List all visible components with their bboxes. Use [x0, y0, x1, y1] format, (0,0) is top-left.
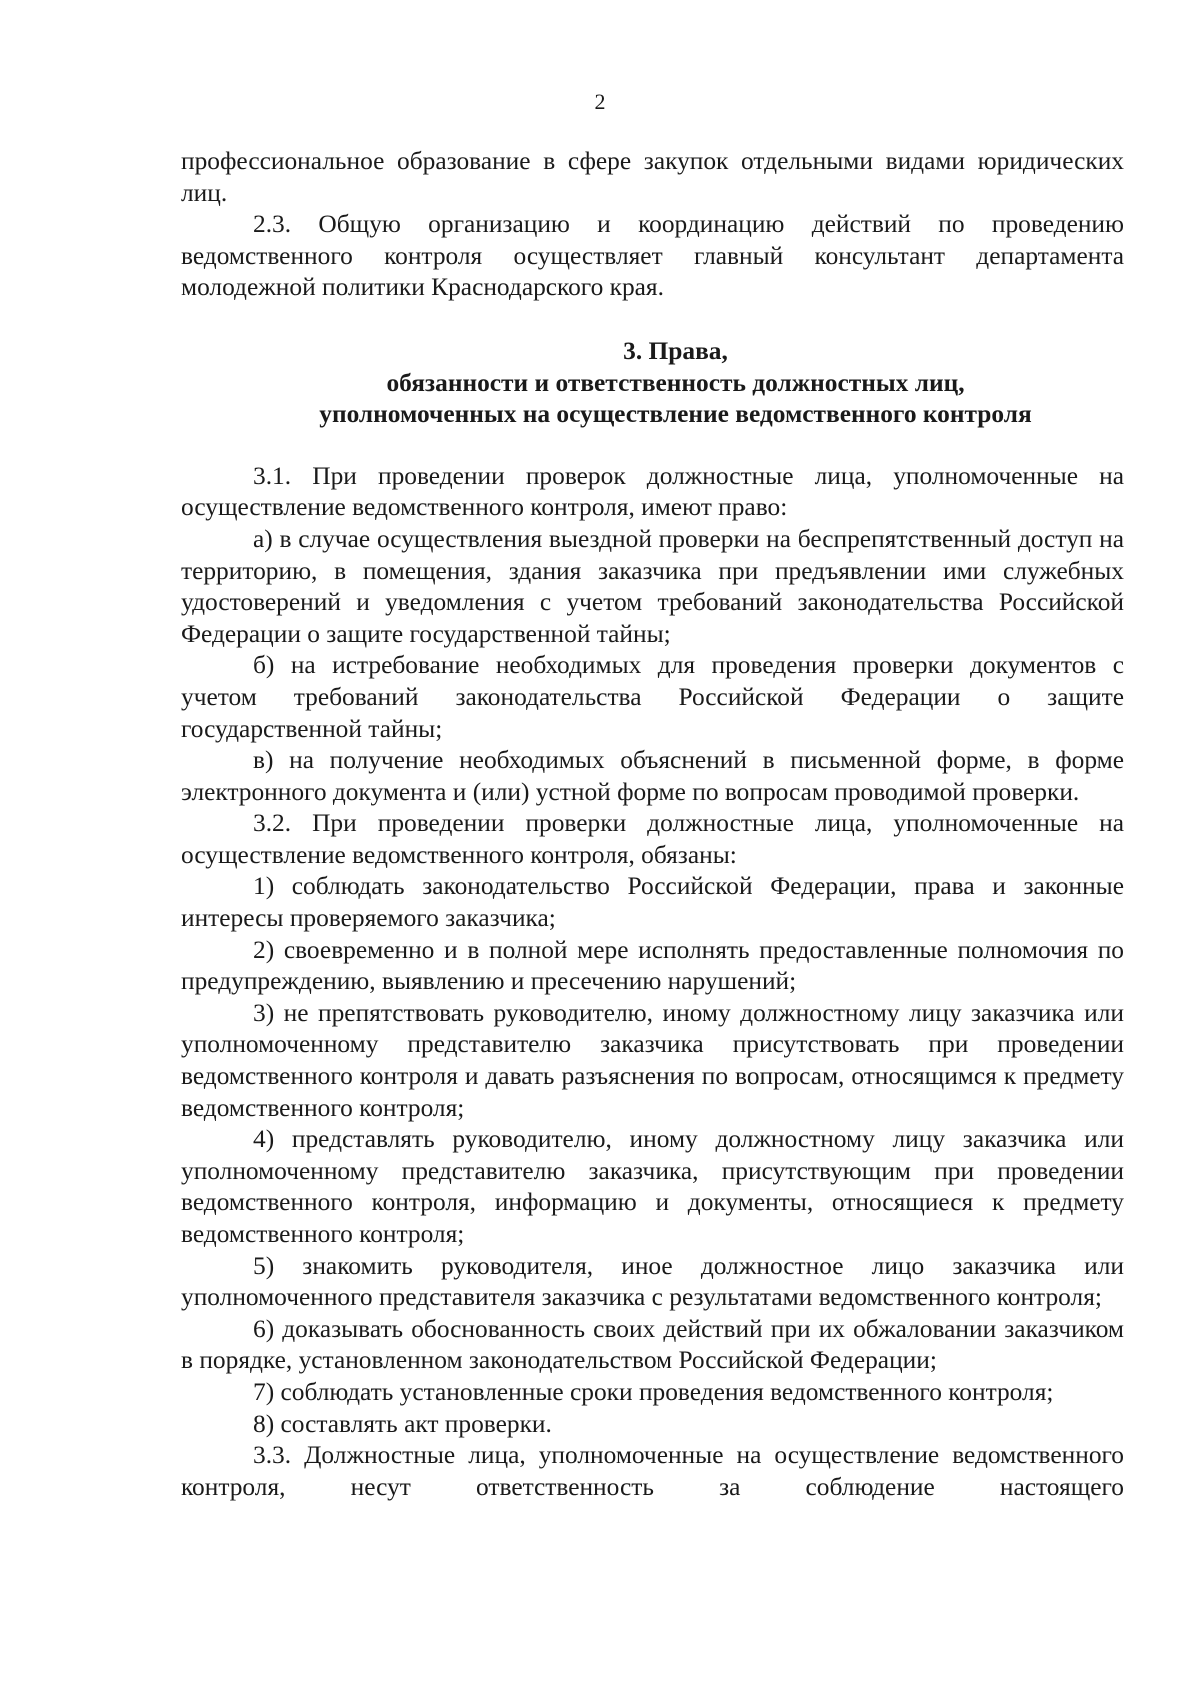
page-number: 2 — [594, 89, 606, 114]
paragraph: б) на истребование необходимых для проведения проверки документов с учетом требований законодательства Российской Федерации о защите государственной тайны; — [181, 651, 1124, 743]
paragraph: а) в случае осуществления выездной проверки на беспрепятственный доступ на территорию, в помещения, здания заказчика при предъявлении ими служебных удостоверений и уведомления с учетом требований законодательства Российской Федерации о защите государственной тайны; — [181, 524, 1124, 648]
paragraph: 5) знакомить руководителя, иное должностное лицо заказчика или уполномоченного представителя заказчика с результатами ведомственного контроля; — [181, 1251, 1124, 1312]
paragraph: 2.3. Общую организацию и координацию действий по проведению ведомственного контроля осуществляет главный консультант департамента молодежной политики Краснодарского края. — [181, 210, 1124, 302]
paragraph: 6) доказывать обоснованность своих действий при их обжаловании заказчиком в порядке, установленном законодательством Российской Федерации; — [181, 1314, 1124, 1375]
paragraph: 8) составлять акт проверки. — [253, 1409, 552, 1438]
section-3-heading — [181, 336, 1124, 431]
section-2-continuation — [181, 146, 1124, 304]
heading-line-2: обязанности и ответственность должностных лиц, — [386, 368, 965, 397]
paragraph: 7) соблюдать установленные сроки проведения ведомственного контроля; — [253, 1377, 1054, 1406]
paragraph: 1) соблюдать законодательство Российской Федерации, права и законные интересы проверяемого заказчика; — [181, 872, 1124, 933]
paragraph: 3.2. При проведении проверки должностные лица, уполномоченные на осуществление ведомственного контроля, обязаны: — [181, 809, 1124, 869]
paragraph: 4) представлять руководителю, иному должностному лицу заказчика или уполномоченному представителю заказчика, присутствующим при проведении ведомственного контроля, информацию и документы, относящиеся к предмету ведомственного контроля; — [181, 1125, 1124, 1248]
paragraph: 3.1. При проведении проверок должностные лица, уполномоченные на осуществление ведомственного контроля, имеют право: — [181, 461, 1124, 522]
heading-line-3: уполномоченных на осуществление ведомственного контроля — [319, 400, 1032, 429]
section-3-body — [181, 461, 1124, 1504]
paragraph: 3) не препятствовать руководителю, иному должностному лицу заказчика или уполномоченному представителю заказчика присутствовать при проведении ведомственного контроля и давать разъяснения по вопросам, относящимся к предмету ведомственного контроля; — [181, 998, 1124, 1122]
document-body — [181, 146, 1124, 1503]
paragraph: профессиональное образование в сфере закупок отдельными видами юридических лиц. — [181, 147, 1124, 207]
paragraph: 3.3. Должностные лица, уполномоченные на осуществление ведомственного контроля, несут ответственность за соблюдение настоящего — [181, 1441, 1124, 1501]
paragraph: 2) своевременно и в полной мере исполнять предоставленные полномочия по предупреждению, выявлению и пресечению нарушений; — [181, 935, 1124, 996]
heading-line-1: 3. Права, — [623, 336, 728, 365]
paragraph: в) на получение необходимых объяснений в письменной форме, в форме электронного документа и (или) устной форме по вопросам проводимой проверки. — [181, 746, 1124, 806]
